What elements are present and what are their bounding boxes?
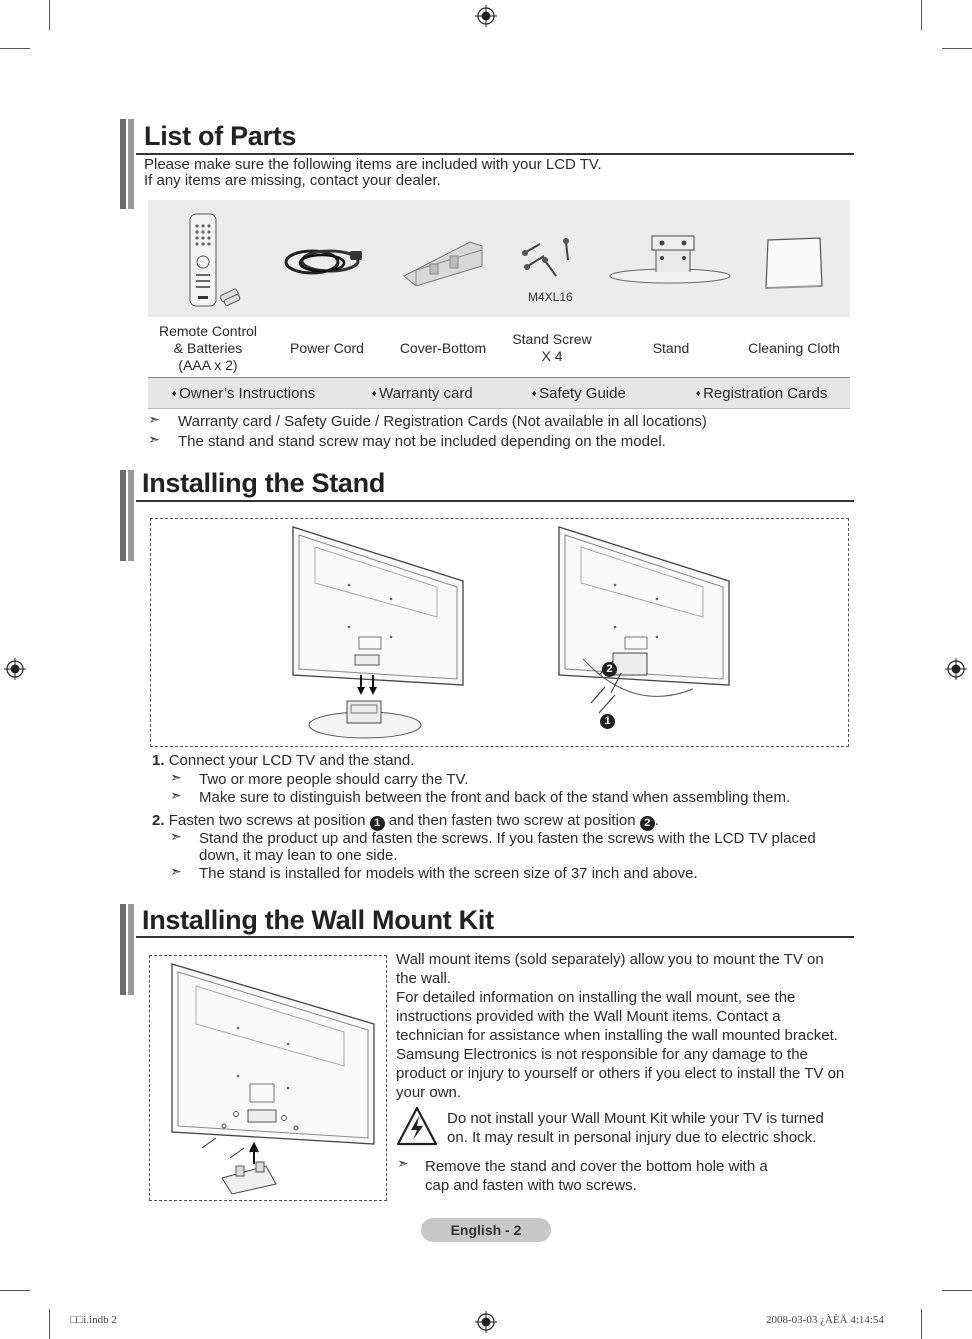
wall-para-line: your own. [396, 1084, 462, 1101]
registration-mark-icon [945, 658, 967, 680]
wall-note-line: cap and fasten with two screws. [425, 1177, 637, 1194]
section-rule [136, 153, 854, 155]
part-label-stand-screw [502, 331, 602, 365]
part-label-remote [150, 323, 266, 374]
print-slug-left: □□i.indb 2 [70, 1314, 117, 1326]
crop-mark [921, 0, 922, 30]
section-title-installing-stand: Installing the Stand [142, 468, 386, 498]
doc-item [172, 385, 315, 402]
warning-line: on. It may result in personal injury due to electric shock. [447, 1129, 817, 1146]
step-text: and then fasten two screw at position [388, 812, 636, 829]
callout-number: 2 [602, 662, 617, 677]
wall-para-line: the wall. [396, 970, 452, 987]
part-label-line: (AAA x 2) [178, 357, 238, 373]
page-number-label: English - 2 [421, 1218, 551, 1242]
diamond-bullet-icon: ♦ [372, 388, 380, 398]
wall-para-line: product or injury to yourself or others if you elect to install the TV on [396, 1065, 845, 1082]
crop-mark [0, 48, 30, 49]
note-arrow-icon: ➣ [170, 787, 182, 803]
crop-mark [0, 1290, 30, 1291]
section-rule [136, 500, 854, 502]
section-title-list-of-parts: List of Parts [144, 121, 297, 151]
parts-note: Warranty card / Safety Guide / Registration Cards (Not available in all locations) [178, 413, 707, 430]
wall-para-line: instructions provided with the Wall Mount items. Contact a [396, 1008, 781, 1025]
power-cord-icon [282, 245, 368, 279]
crop-mark [49, 0, 50, 30]
doc-item [372, 385, 473, 402]
warning-line: Do not install your Wall Mount Kit while your TV is turned [447, 1110, 824, 1127]
step-text: . [654, 812, 659, 829]
wall-para-line: Wall mount items (sold separately) allow you to mount the TV on [396, 951, 824, 968]
step2-note-line: The stand is installed for models with the screen size of 37 inch and above. [199, 865, 698, 882]
parts-note: The stand and stand screw may not be included depending on the model. [178, 433, 666, 450]
documents-bar [148, 377, 850, 409]
tv-back-illustration [287, 525, 467, 741]
electric-shock-warning-icon [396, 1106, 438, 1146]
note-arrow-icon: ➣ [170, 863, 182, 879]
note-arrow-icon: ➣ [170, 828, 182, 844]
note-arrow-icon: ➣ [148, 411, 160, 427]
step-text: Connect your LCD TV and the stand. [168, 752, 415, 769]
note-arrow-icon: ➣ [397, 1155, 409, 1171]
part-label-line: & Batteries [173, 340, 243, 356]
note-arrow-icon: ➣ [148, 431, 160, 447]
diamond-bullet-icon: ♦ [696, 388, 704, 398]
step-2 [152, 812, 659, 831]
registration-mark-icon [475, 5, 497, 27]
section-bar [120, 470, 134, 561]
stand-screw-icon [520, 238, 576, 278]
section-bar [120, 119, 134, 209]
crop-mark [942, 1290, 972, 1291]
part-label-line: X 4 [541, 348, 563, 364]
step2-note-line: Stand the product up and fasten the screws. If you fasten the screws with the LCD TV placed [199, 830, 816, 847]
doc-item [532, 385, 626, 402]
print-slug-right: 2008-03-03 ¿ÀÈÄ 4:14:54 [766, 1314, 884, 1326]
section-title-wall-mount: Installing the Wall Mount Kit [142, 905, 494, 935]
callout-2-marker [602, 658, 617, 677]
part-label-cleaning-cloth: Cleaning Cloth [748, 340, 840, 356]
tv-back-with-stand-illustration [553, 525, 733, 741]
doc-item-label: Safety Guide [539, 385, 626, 402]
part-label-cover-bottom: Cover-Bottom [399, 340, 487, 356]
wall-mount-paragraph [396, 950, 856, 1102]
registration-mark-icon [475, 1311, 497, 1333]
step1-note: Two or more people should carry the TV. [199, 771, 469, 788]
note-arrow-icon: ➣ [170, 769, 182, 785]
step-1 [152, 752, 414, 769]
tv-wall-mount-illustration [164, 962, 378, 1194]
cleaning-cloth-icon [762, 236, 826, 292]
section-rule [136, 936, 854, 938]
diamond-bullet-icon: ♦ [172, 388, 180, 398]
crop-mark [921, 1309, 922, 1339]
step-text: Fasten two screws at position [168, 812, 366, 829]
section-bar [120, 904, 134, 995]
step1-note: Make sure to distinguish between the front and back of the stand when assembling them. [199, 789, 791, 806]
stand-icon [608, 234, 732, 286]
stand-illustration-box [150, 518, 849, 747]
parts-image-panel [148, 200, 850, 317]
position-1-marker: 1 [370, 816, 385, 831]
wall-para-line: technician for assistance when installing the wall mounted bracket. [396, 1027, 838, 1044]
part-label-power-cord: Power Cord [290, 340, 364, 356]
crop-mark [942, 48, 972, 49]
cover-bottom-icon [400, 236, 486, 288]
step2-note-line: down, it may lean to one side. [199, 847, 398, 864]
callout-1-marker [600, 710, 615, 729]
remote-control-icon [186, 212, 242, 308]
doc-item-label: Registration Cards [703, 385, 828, 402]
wall-mount-illustration-box [149, 955, 387, 1201]
doc-item-label: Owner’s Instructions [179, 385, 316, 402]
part-label-stand: Stand [652, 340, 690, 356]
parts-intro-line2: If any items are missing, contact your dealer. [144, 172, 441, 189]
parts-intro-line1: Please make sure the following items are included with your LCD TV. [144, 156, 602, 173]
diamond-bullet-icon: ♦ [532, 388, 540, 398]
step-number: 1. [152, 752, 165, 769]
position-2-marker: 2 [640, 816, 655, 831]
screw-code: M4XL16 [528, 290, 573, 304]
wall-note-line: Remove the stand and cover the bottom hole with a [425, 1158, 768, 1175]
wall-para-line: For detailed information on installing the wall mount, see the [396, 989, 796, 1006]
part-label-line: Stand Screw [512, 331, 592, 347]
step-number: 2. [152, 812, 165, 829]
callout-number: 1 [600, 714, 615, 729]
wall-para-line: Samsung Electronics is not responsible for any damage to the [396, 1046, 808, 1063]
doc-item [696, 385, 827, 402]
registration-mark-icon [4, 658, 26, 680]
part-label-line: Remote Control [158, 323, 258, 339]
doc-item-label: Warranty card [379, 385, 473, 402]
crop-mark [49, 1309, 50, 1339]
